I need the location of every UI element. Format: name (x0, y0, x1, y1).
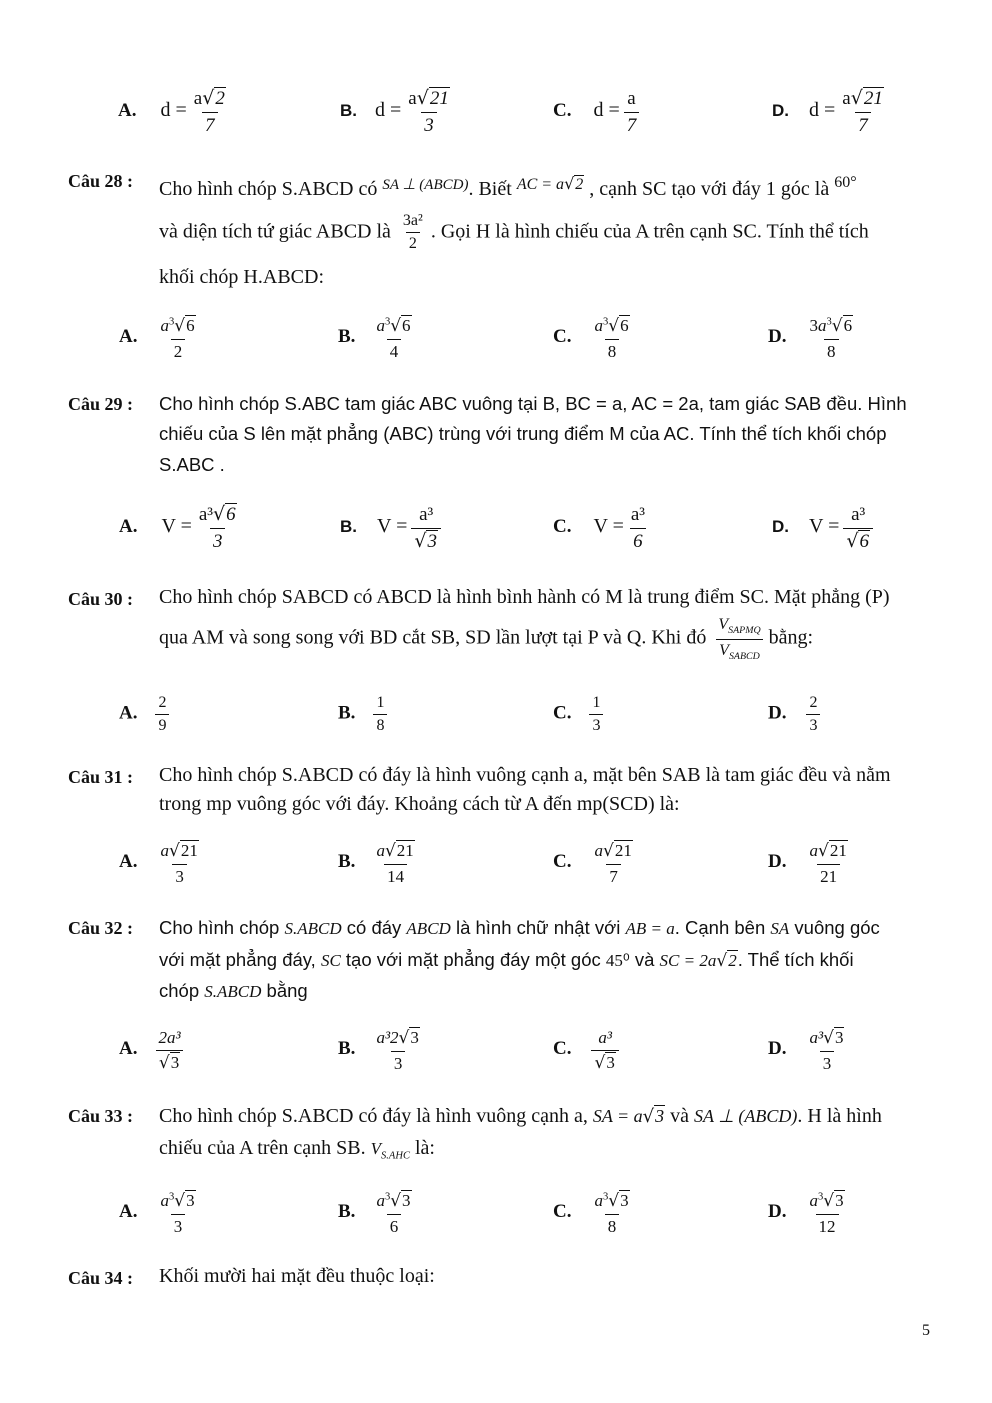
option-fraction: $\frac{a√21}{7}$ (594, 841, 632, 886)
option-letter: D. (768, 1201, 787, 1223)
option-lhs: d = (809, 99, 836, 122)
option-fraction: $\frac{\text{a³2√3}}{3}$ (376, 1028, 419, 1073)
page-number: 5 (922, 1322, 930, 1339)
q29-option-c[interactable] (553, 504, 648, 553)
option-fraction: $\frac{a^3√6}{2}$ (160, 316, 195, 361)
option-letter: B. (340, 101, 357, 121)
q28-option-d[interactable] (768, 316, 856, 361)
option-fraction: $\frac{1}{8}$ (373, 694, 387, 736)
q32-option-d[interactable] (768, 1028, 847, 1073)
option-fraction: $\frac{a√21}{3}$ (408, 87, 449, 136)
question-label: Câu 33 : (68, 1106, 134, 1126)
option-letter: C. (553, 516, 572, 538)
option-letter: D. (772, 101, 789, 121)
q28-line2: và diện tích tứ giác ABCD là $\frac{\text{3a²}}{2}$ . Gọi H là hình chiếu của A trên cạnh SC. Tính thể tích (159, 212, 869, 253)
q31-option-a[interactable] (119, 841, 202, 886)
option-fraction: $\frac{2}{9}$ (155, 694, 169, 736)
option-fraction: $\frac{\text{a³}}{6}$ (630, 504, 645, 552)
q33-option-d[interactable] (768, 1191, 848, 1236)
q33-line1: Cho hình chóp S.ABCD có đáy là hình vuông cạnh a, SA = a√3 và SA ⊥ (ABCD). H là hình (159, 1105, 882, 1127)
q30-option-b[interactable] (338, 694, 387, 736)
q33-option-c[interactable] (553, 1191, 633, 1236)
q32-option-c[interactable] (553, 1028, 619, 1073)
q34-text: Khối mười hai mặt đều thuộc loại: (159, 1265, 435, 1287)
q30-option-c[interactable] (553, 694, 603, 736)
option-fraction: $\frac{a√21}{7}$ (842, 87, 883, 136)
option-fraction: $\frac{a^3√6}{8}$ (594, 316, 629, 361)
option-letter: D. (768, 702, 787, 724)
option-fraction: $\frac{a^3√3}{12}$ (809, 1191, 844, 1236)
question-label: Câu 32 : (68, 918, 134, 938)
option-letter: B. (338, 1201, 356, 1223)
q28-option-b[interactable] (338, 316, 415, 361)
option-letter: C. (553, 702, 572, 724)
option-letter: A. (119, 1201, 138, 1223)
q31-line1: Cho hình chóp S.ABCD có đáy là hình vuông cạnh a, mặt bên SAB là tam giác đều và nằm (159, 764, 891, 786)
option-letter: C. (553, 1038, 572, 1060)
option-letter: A. (119, 516, 138, 538)
q32-line3: chóp S.ABCD bằng (159, 980, 308, 1001)
option-letter: B. (338, 326, 356, 348)
option-fraction: $\frac{\text{a³}}{√3}$ (591, 1028, 618, 1073)
option-letter: B. (338, 851, 356, 873)
q32-line2: với mặt phẳng đáy, SC tạo với mặt phẳng đáy một góc 45⁰ và SC = 2a√2. Thể tích khối (159, 949, 854, 971)
option-fraction: $\frac{\text{a³}}{√3}$ (411, 504, 441, 553)
option-fraction: $\frac{2}{3}$ (806, 694, 820, 736)
option-fraction: $\frac{a√2}{7}$ (193, 87, 225, 136)
option-lhs: V = (593, 515, 624, 538)
q29-option-a[interactable] (119, 504, 240, 553)
q32-option-a[interactable] (119, 1028, 184, 1073)
option-letter: D. (772, 517, 789, 537)
q29-option-b[interactable] (340, 504, 441, 553)
question-label: Câu 28 : (68, 171, 134, 191)
q31-option-b[interactable] (338, 841, 418, 886)
q28-option-c[interactable] (553, 316, 633, 361)
question-label: Câu 31 : (68, 767, 134, 787)
option-letter: A. (118, 100, 137, 122)
q28-line3: khối chóp H.ABCD: (159, 266, 324, 288)
option-fraction: $\frac{3a^3√6}{8}$ (809, 316, 853, 361)
q28-option-a[interactable] (119, 316, 199, 361)
option-lhs: V = (161, 515, 192, 538)
option-letter: A. (119, 851, 138, 873)
q32-option-b[interactable] (338, 1028, 423, 1073)
option-fraction: $\frac{a^3√3}{8}$ (594, 1191, 629, 1236)
option-lhs: V = (809, 515, 840, 538)
q27-option-d[interactable] (772, 88, 887, 137)
option-letter: C. (553, 851, 572, 873)
option-letter: D. (768, 1038, 787, 1060)
option-letter: B. (338, 702, 356, 724)
q29-line1: Cho hình chóp S.ABC tam giác ABC vuông tại B, BC = a, AC = 2a, tam giác SAB đều. Hình (159, 393, 907, 414)
option-fraction: $\frac{a}{7}$ (624, 88, 640, 137)
option-lhs: d = (593, 99, 620, 122)
option-lhs: d = (375, 99, 402, 122)
option-letter: A. (119, 326, 138, 348)
q31-line2: trong mp vuông góc với đáy. Khoảng cách từ A đến mp(SCD) là: (159, 793, 680, 815)
option-fraction: $\frac{a^3√3}{6}$ (376, 1191, 411, 1236)
q32-line1: Cho hình chóp S.ABCD có đáy ABCD là hình chữ nhật với AB = a. Cạnh bên SA vuông góc (159, 917, 880, 938)
q30-option-d[interactable] (768, 694, 820, 736)
q27-option-c[interactable] (553, 88, 639, 137)
q30-option-a[interactable] (119, 694, 169, 736)
option-fraction: $\frac{a√21}{14}$ (376, 841, 414, 886)
option-letter: C. (553, 1201, 572, 1223)
q28-line1: Cho hình chóp S.ABCD có $^{SA \perp (ABCD)}$. Biết $^{AC = a√2}$ , cạnh SC tạo với đáy 1 góc là $^{60^\circ}$ (159, 174, 857, 200)
q31-option-c[interactable] (553, 841, 636, 886)
option-letter: D. (768, 326, 787, 348)
question-label: Câu 30 : (68, 589, 134, 609)
option-fraction: $\frac{\text{2a³}}{√3}$ (155, 1028, 183, 1073)
option-letter: C. (553, 100, 572, 122)
q30-line1: Cho hình chóp SABCD có ABCD là hình bình hành có M là trung điểm SC. Mặt phẳng (P) (159, 586, 890, 608)
q30-line2: qua AM và song song với BD cắt SB, SD lần lượt tại P và Q. Khi đó $\frac{V_{SAPMQ}}{V_{SABCD}}$ bằng: (159, 616, 814, 662)
option-lhs: V = (377, 515, 408, 538)
q31-option-d[interactable] (768, 841, 851, 886)
option-fraction: $\frac{\text{a³√3}}{3}$ (809, 1028, 844, 1073)
option-fraction: $\frac{\text{a³√6}}{3}$ (198, 503, 236, 552)
option-fraction: $\frac{a^3√3}{3}$ (160, 1191, 195, 1236)
option-lhs: d = (160, 99, 187, 122)
q33-option-b[interactable] (338, 1191, 415, 1236)
option-fraction: $\frac{a√21}{21}$ (809, 841, 847, 886)
option-fraction: $\frac{1}{3}$ (589, 694, 603, 736)
option-letter: A. (119, 702, 138, 724)
option-fraction: $\frac{a^3√6}{4}$ (376, 316, 411, 361)
q27-option-a[interactable] (118, 88, 229, 137)
option-letter: B. (340, 517, 357, 537)
q29-option-d[interactable] (772, 504, 873, 553)
option-fraction: $\frac{\text{a³}}{√6}$ (843, 504, 873, 553)
q33-line2: chiếu của A trên cạnh SB. $V_{S.AHC}$ là: (159, 1137, 435, 1162)
option-letter: C. (553, 326, 572, 348)
q27-option-b[interactable] (340, 88, 453, 137)
q33-option-a[interactable] (119, 1191, 199, 1236)
question-label: Câu 34 : (68, 1268, 134, 1288)
option-letter: D. (768, 851, 787, 873)
option-letter: B. (338, 1038, 356, 1060)
question-label: Câu 29 : (68, 394, 134, 414)
option-fraction: $\frac{a√21}{3}$ (160, 841, 198, 886)
q29-line3: S.ABC . (159, 454, 225, 475)
q29-line2: chiếu của S lên mặt phẳng (ABC) trùng với trung điểm M của AC. Tính thể tích khối chóp (159, 423, 887, 444)
option-letter: A. (119, 1038, 138, 1060)
